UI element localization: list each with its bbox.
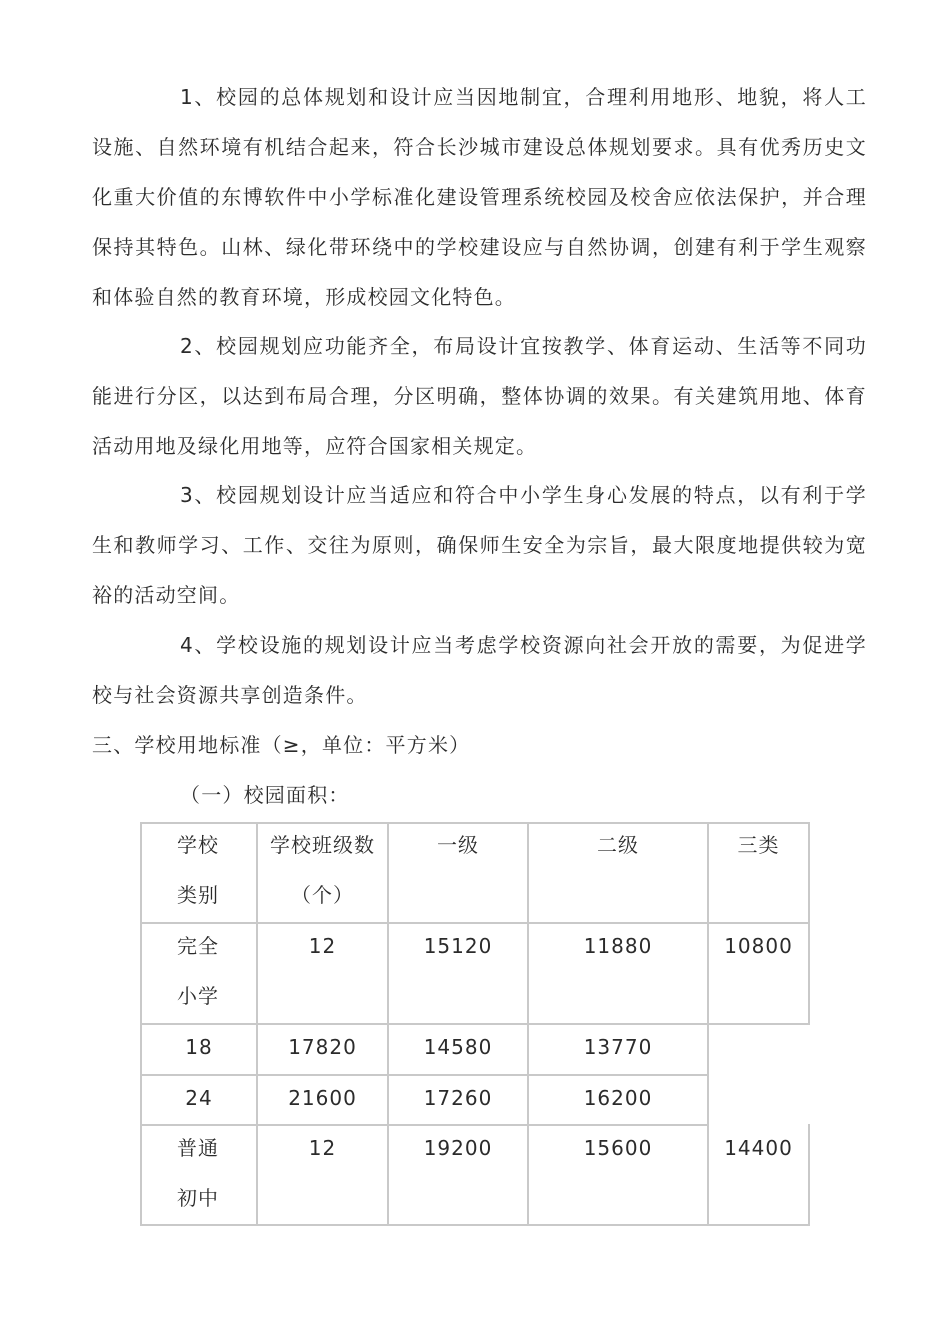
row-4-school-type-line1: 普通 <box>177 1136 219 1160</box>
section-heading: 三、学校用地标准（≥，单位：平方米） <box>92 733 471 757</box>
header-level-3: 三类 <box>737 833 780 857</box>
row-2-value-d: 13770 <box>583 1035 653 1059</box>
row-3-value-a: 24 <box>185 1086 213 1110</box>
header-school-type-line2: 类别 <box>177 883 219 907</box>
row-1-level-1: 15120 <box>423 934 493 958</box>
paragraph-1: 1、校园的总体规划和设计应当因地制宜，合理利用地形、地貌，将人工设施、自然环境有机结合起来，符合长沙城市建设总体规划要求。具有优秀历史文化重大价值的东博软件中小学标准化建设管理系统校园及校舍应依法保护，并合理保持其特色。山林、绿化带环绕中的学校建设应与自然协调，创建有利于学生观察和体验自然的教育环境，形成校园文化特色。 <box>92 85 867 309</box>
row-3-value-d: 16200 <box>583 1086 653 1110</box>
row-1-level-2: 11880 <box>583 934 653 958</box>
table-border-bottom <box>140 1224 810 1226</box>
row-4-level-2: 15600 <box>583 1136 653 1160</box>
row-4-school-type-line2: 初中 <box>177 1186 219 1210</box>
header-school-type-line1: 学校 <box>177 833 219 857</box>
paragraph-4: 4、学校设施的规划设计应当考虑学校资源向社会开放的需要，为促进学校与社会资源共享创造条件。 <box>92 633 867 707</box>
row-4-level-1: 19200 <box>423 1136 493 1160</box>
row-1-level-3: 10800 <box>724 934 793 958</box>
table-border-right <box>808 1124 810 1226</box>
row-1-school-type-line1: 完全 <box>177 934 219 958</box>
row-1-class-count: 12 <box>308 934 337 958</box>
row-2-value-b: 17820 <box>288 1035 357 1059</box>
header-level-1: 一级 <box>437 833 479 857</box>
row-4-level-3: 14400 <box>724 1136 793 1160</box>
row-1-school-type-line2: 小学 <box>177 984 219 1008</box>
row-3-value-c: 17260 <box>423 1086 493 1110</box>
row-2-value-c: 14580 <box>423 1035 493 1059</box>
header-class-count-line1: 学校班级数 <box>270 833 375 857</box>
sub-heading: （一）校园面积： <box>180 783 350 807</box>
row-3-value-b: 21600 <box>288 1086 357 1110</box>
row-2-value-a: 18 <box>185 1035 213 1059</box>
row-4-class-count: 12 <box>308 1136 337 1160</box>
paragraph-2: 2、校园规划应功能齐全，布局设计宜按教学、体育运动、生活等不同功能进行分区，以达到布局合理，分区明确，整体协调的效果。有关建筑用地、体育活动用地及绿化用地等，应符合国家相关规定。 <box>92 334 867 458</box>
table-border-right <box>808 822 810 1025</box>
header-level-2: 二级 <box>597 833 639 857</box>
paragraph-3: 3、校园规划设计应当适应和符合中小学生身心发展的特点，以有利于学生和教师学习、工作、交往为原则，确保师生安全为宗旨，最大限度地提供较为宽裕的活动空间。 <box>92 483 867 607</box>
header-class-count-line2: （个） <box>291 883 354 907</box>
